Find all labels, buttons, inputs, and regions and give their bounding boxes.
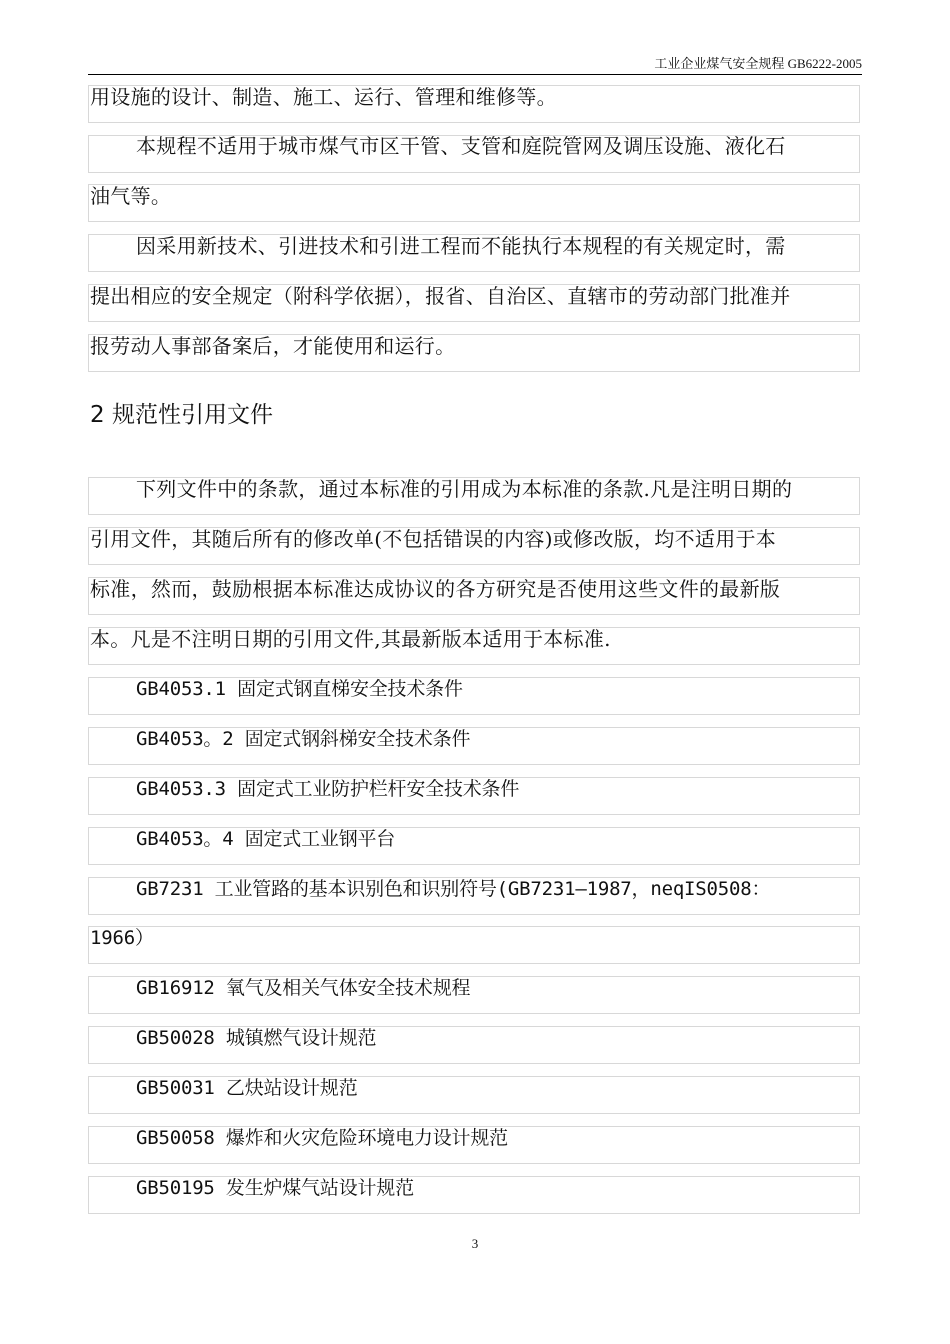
exclusion-line-2: 油气等。 (90, 184, 172, 208)
reference-item: GB50031 乙炔站设计规范 (136, 1077, 358, 1099)
reference-item: GB4053.1 固定式钢直梯安全技术条件 (136, 678, 463, 700)
reference-item: GB4053。2 固定式钢斜梯安全技术条件 (136, 728, 471, 750)
section-paragraph-line-3: 标准，然而，鼓励根据本标准达成协议的各方研究是否使用这些文件的最新版 (90, 577, 781, 601)
reference-item: GB50028 城镇燃气设计规范 (136, 1027, 377, 1049)
section-paragraph-line-1: 下列文件中的条款，通过本标准的引用成为本标准的条款.凡是注明日期的 (136, 477, 793, 501)
approval-line-3: 报劳动人事部备案后，才能使用和运行。 (90, 334, 456, 358)
page-number: 3 (471, 1236, 479, 1251)
running-header (88, 56, 862, 75)
reference-item: GB4053。4 固定式工业钢平台 (136, 828, 396, 850)
intro-continuation-line: 用设施的设计、制造、施工、运行、管理和维修等。 (90, 85, 557, 109)
section-heading: 2 规范性引用文件 (90, 402, 273, 428)
approval-line-2: 提出相应的安全规定（附科学依据），报省、自治区、直辖市的劳动部门批准并 (90, 284, 791, 308)
reference-item: GB4053.3 固定式工业防护栏杆安全技术条件 (136, 778, 520, 800)
approval-line-1: 因采用新技术、引进技术和引进工程而不能执行本规程的有关规定时，需 (136, 234, 786, 258)
running-header-title: 工业企业煤气安全规程 GB6222-2005 (654, 56, 862, 71)
section-paragraph-line-2: 引用文件，其随后所有的修改单(不包括错误的内容)或修改版，均不适用于本 (90, 527, 777, 551)
section-paragraph-line-4: 本。凡是不注明日期的引用文件,其最新版本适用于本标准. (90, 627, 611, 651)
reference-item-continuation: 1966） (90, 927, 154, 949)
reference-item: GB50195 发生炉煤气站设计规范 (136, 1177, 414, 1199)
reference-item: GB7231 工业管路的基本识别色和识别符号(GB7231—1987，neqIS0508： (136, 878, 771, 900)
reference-item: GB50058 爆炸和火灾危险环境电力设计规范 (136, 1127, 508, 1149)
reference-item: GB16912 氧气及相关气体安全技术规程 (136, 977, 471, 999)
exclusion-line-1: 本规程不适用于城市煤气市区干管、支管和庭院管网及调压设施、液化石 (136, 134, 786, 158)
